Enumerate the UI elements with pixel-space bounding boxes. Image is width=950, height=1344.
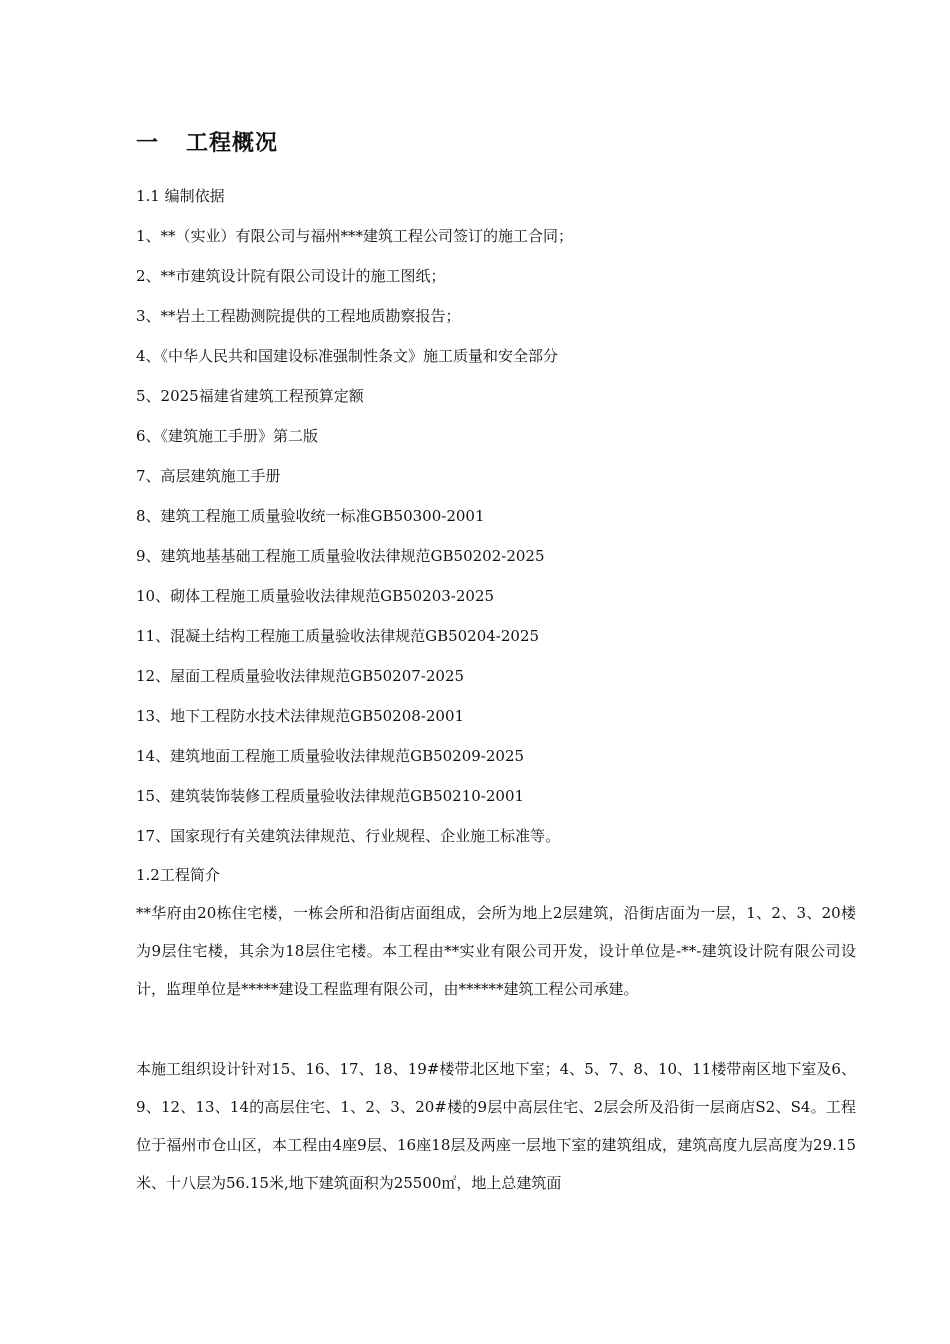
overview-paragraph-2: 本施工组织设计针对15、16、17、18、19#楼带北区地下室；4、5、7、8、10、11楼带南区地下室及6、9、12、13、14的高层住宅、1、2、3、20#楼的9层中高层住宅、2层会所及沿街一层商店S2、S4。工程位于福州市仓山区，本工程由4座9层、16座18层及两座一层地下室的建筑组成，建筑高度九层高度为29.15米、十八层为56.15米,地下建筑面积为25500㎡，地上总建筑面 [136, 1060, 856, 1192]
basis-item-13: 13、地下工程防水技术法律规范GB50208-2001 [136, 707, 465, 725]
basis-item-4: 4、《中华人民共和国建设标准强制性条文》施工质量和安全部分 [136, 347, 559, 365]
overview-heading: 1.2工程简介 [136, 866, 220, 884]
basis-item-15: 15、建筑装饰装修工程质量验收法律规范GB50210-2001 [136, 787, 525, 805]
basis-item-8: 8、建筑工程施工质量验收统一标准GB50300-2001 [136, 507, 485, 525]
basis-item-3: 3、**岩土工程勘测院提供的工程地质勘察报告； [136, 307, 461, 325]
section-heading [136, 126, 278, 157]
section-title: 工程概况 [186, 131, 279, 156]
basis-item-10: 10、砌体工程施工质量验收法律规范GB50203-2025 [136, 587, 495, 605]
section-number: 一 [136, 131, 160, 156]
basis-item-6: 6、《建筑施工手册》第二版 [136, 427, 319, 445]
basis-item-17: 17、国家现行有关建筑法律规范、行业规程、企业施工标准等。 [136, 827, 561, 845]
basis-item-9: 9、建筑地基基础工程施工质量验收法律规范GB50202-2025 [136, 547, 545, 565]
basis-item-12: 12、屋面工程质量验收法律规范GB50207-2025 [136, 667, 465, 685]
basis-item-14: 14、建筑地面工程施工质量验收法律规范GB50209-2025 [136, 747, 525, 765]
basis-item-7: 7、高层建筑施工手册 [136, 467, 281, 485]
basis-item-5: 5、2025福建省建筑工程预算定额 [136, 387, 364, 405]
basis-item-1: 1、**（实业）有限公司与福州***建筑工程公司签订的施工合同； [136, 227, 574, 245]
basis-item-11: 11、混凝土结构工程施工质量验收法律规范GB50204-2025 [136, 627, 540, 645]
overview-paragraph-1: **华府由20栋住宅楼，一栋会所和沿街店面组成，会所为地上2层建筑，沿街店面为一层，1、2、3、20楼为9层住宅楼，其余为18层住宅楼。本工程由**实业有限公司开发，设计单位是-**-建筑设计院有限公司设计，监理单位是*****建设工程监理有限公司，由******建筑工程公司承建。 [136, 904, 856, 998]
basis-heading: 1.1 编制依据 [136, 187, 225, 205]
basis-item-2: 2、**市建筑设计院有限公司设计的施工图纸； [136, 267, 446, 285]
